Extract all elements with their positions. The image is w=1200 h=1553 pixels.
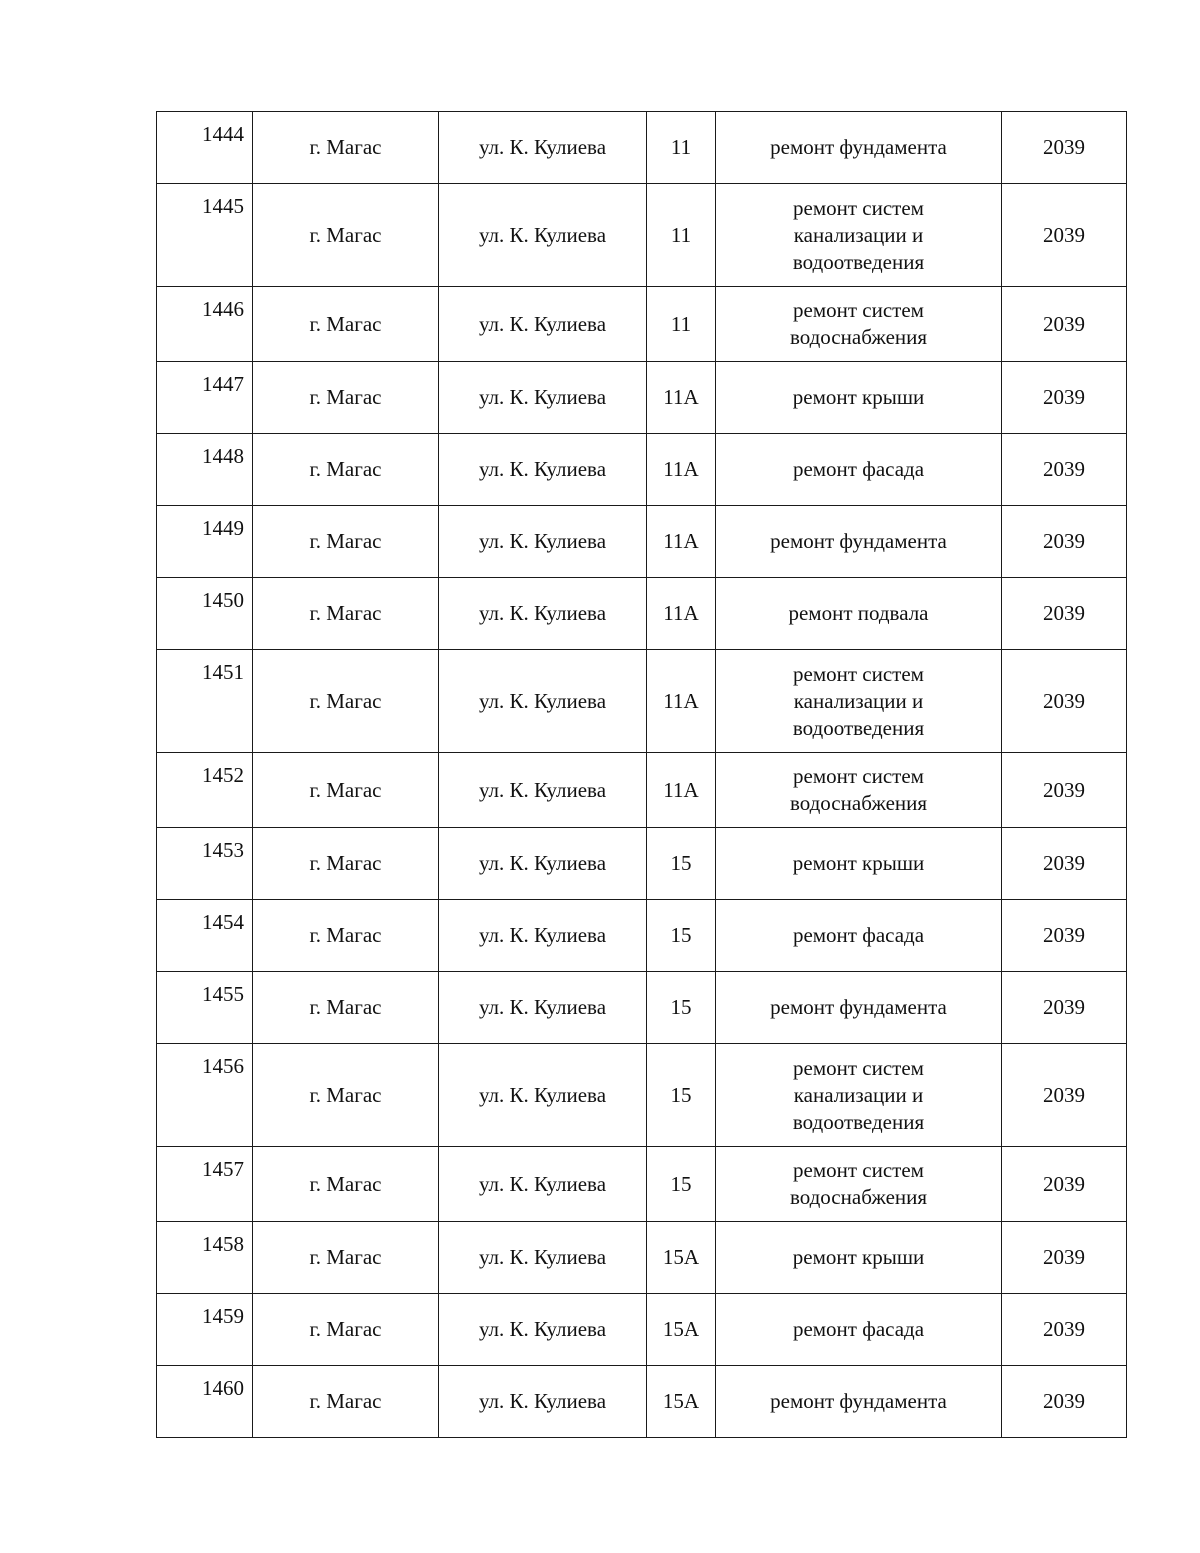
city-cell: г. Магас xyxy=(253,1366,439,1438)
work-type-line: ремонт систем xyxy=(793,298,924,322)
city-cell: г. Магас xyxy=(253,1294,439,1366)
work-type-line: ремонт фундамента xyxy=(770,1389,947,1413)
row-number-cell: 1453 xyxy=(157,828,253,900)
work-type-cell xyxy=(716,362,1002,434)
year-cell: 2039 xyxy=(1002,1366,1127,1438)
work-type-line: ремонт фундамента xyxy=(770,995,947,1019)
row-number-cell: 1454 xyxy=(157,900,253,972)
table-row xyxy=(157,828,1127,900)
year-cell: 2039 xyxy=(1002,1147,1127,1222)
street-cell: ул. К. Кулиева xyxy=(439,1147,647,1222)
work-type-cell xyxy=(716,578,1002,650)
house-number-cell: 11 xyxy=(647,112,716,184)
work-type-cell xyxy=(716,650,1002,753)
row-number-cell: 1455 xyxy=(157,972,253,1044)
year-cell: 2039 xyxy=(1002,900,1127,972)
work-type-line: канализации и xyxy=(793,222,924,247)
repair-schedule-table xyxy=(156,111,1127,1438)
house-number-cell: 11А xyxy=(647,753,716,828)
row-number-cell: 1451 xyxy=(157,650,253,753)
year-cell: 2039 xyxy=(1002,184,1127,287)
work-type-line: водоотведения xyxy=(792,249,925,274)
street-cell: ул. К. Кулиева xyxy=(439,828,647,900)
year-cell: 2039 xyxy=(1002,362,1127,434)
house-number-cell: 15 xyxy=(647,1147,716,1222)
table-row xyxy=(157,1222,1127,1294)
year-cell: 2039 xyxy=(1002,753,1127,828)
table-row xyxy=(157,1044,1127,1147)
city-cell: г. Магас xyxy=(253,828,439,900)
table-row xyxy=(157,578,1127,650)
table-row xyxy=(157,753,1127,828)
street-cell: ул. К. Кулиева xyxy=(439,1044,647,1147)
year-cell: 2039 xyxy=(1002,972,1127,1044)
work-type-line: ремонт систем xyxy=(793,1055,924,1080)
city-cell: г. Магас xyxy=(253,112,439,184)
house-number-cell: 15 xyxy=(647,828,716,900)
work-type-line: водоотведения xyxy=(792,1109,925,1134)
city-cell: г. Магас xyxy=(253,506,439,578)
work-type-line: водоснабжения xyxy=(789,791,928,815)
street-cell: ул. К. Кулиева xyxy=(439,972,647,1044)
year-cell: 2039 xyxy=(1002,1044,1127,1147)
table-row xyxy=(157,362,1127,434)
row-number-cell: 1449 xyxy=(157,506,253,578)
city-cell: г. Магас xyxy=(253,184,439,287)
work-type-line: канализации и xyxy=(793,1082,924,1107)
year-cell: 2039 xyxy=(1002,578,1127,650)
house-number-cell: 15 xyxy=(647,1044,716,1147)
street-cell: ул. К. Кулиева xyxy=(439,362,647,434)
table-row xyxy=(157,184,1127,287)
work-type-cell xyxy=(716,1147,1002,1222)
work-type-cell xyxy=(716,287,1002,362)
house-number-cell: 11А xyxy=(647,506,716,578)
year-cell: 2039 xyxy=(1002,112,1127,184)
work-type-cell xyxy=(716,184,1002,287)
house-number-cell: 15А xyxy=(647,1366,716,1438)
row-number-cell: 1457 xyxy=(157,1147,253,1222)
work-type-line: ремонт фасада xyxy=(792,1317,925,1341)
table-row xyxy=(157,1366,1127,1438)
work-type-line: ремонт подвала xyxy=(788,601,929,625)
street-cell: ул. К. Кулиева xyxy=(439,434,647,506)
work-type-line: ремонт фундамента xyxy=(770,529,947,553)
work-type-line: ремонт фасада xyxy=(792,923,925,947)
work-type-line: ремонт систем xyxy=(793,1158,924,1182)
work-type-line: ремонт фундамента xyxy=(770,135,947,159)
year-cell: 2039 xyxy=(1002,1294,1127,1366)
row-number-cell: 1446 xyxy=(157,287,253,362)
work-type-line: ремонт систем xyxy=(793,764,924,788)
street-cell: ул. К. Кулиева xyxy=(439,753,647,828)
work-type-line: ремонт фасада xyxy=(792,457,925,481)
work-type-line: ремонт систем xyxy=(793,661,924,686)
city-cell: г. Магас xyxy=(253,972,439,1044)
city-cell: г. Магас xyxy=(253,650,439,753)
street-cell: ул. К. Кулиева xyxy=(439,650,647,753)
street-cell: ул. К. Кулиева xyxy=(439,1222,647,1294)
row-number-cell: 1460 xyxy=(157,1366,253,1438)
work-type-line: канализации и xyxy=(793,688,924,713)
street-cell: ул. К. Кулиева xyxy=(439,900,647,972)
city-cell: г. Магас xyxy=(253,287,439,362)
street-cell: ул. К. Кулиева xyxy=(439,578,647,650)
work-type-cell xyxy=(716,972,1002,1044)
work-type-line: водоотведения xyxy=(792,715,925,740)
table-body xyxy=(157,112,1127,1438)
city-cell: г. Магас xyxy=(253,1222,439,1294)
table-row xyxy=(157,972,1127,1044)
city-cell: г. Магас xyxy=(253,434,439,506)
house-number-cell: 11А xyxy=(647,362,716,434)
city-cell: г. Магас xyxy=(253,900,439,972)
year-cell: 2039 xyxy=(1002,1222,1127,1294)
work-type-cell xyxy=(716,900,1002,972)
table-row xyxy=(157,506,1127,578)
work-type-line: ремонт крыши xyxy=(792,385,925,409)
table-row xyxy=(157,434,1127,506)
table-row xyxy=(157,287,1127,362)
table-row xyxy=(157,650,1127,753)
row-number-cell: 1459 xyxy=(157,1294,253,1366)
row-number-cell: 1447 xyxy=(157,362,253,434)
work-type-cell xyxy=(716,506,1002,578)
house-number-cell: 15 xyxy=(647,972,716,1044)
street-cell: ул. К. Кулиева xyxy=(439,287,647,362)
year-cell: 2039 xyxy=(1002,506,1127,578)
street-cell: ул. К. Кулиева xyxy=(439,1366,647,1438)
work-type-cell xyxy=(716,753,1002,828)
work-type-cell xyxy=(716,112,1002,184)
work-type-cell xyxy=(716,1044,1002,1147)
city-cell: г. Магас xyxy=(253,1044,439,1147)
house-number-cell: 15А xyxy=(647,1294,716,1366)
street-cell: ул. К. Кулиева xyxy=(439,506,647,578)
work-type-line: водоснабжения xyxy=(789,325,928,349)
work-type-cell xyxy=(716,1222,1002,1294)
row-number-cell: 1444 xyxy=(157,112,253,184)
year-cell: 2039 xyxy=(1002,287,1127,362)
work-type-cell xyxy=(716,828,1002,900)
house-number-cell: 15 xyxy=(647,900,716,972)
work-type-cell xyxy=(716,434,1002,506)
table-row xyxy=(157,1147,1127,1222)
table-row xyxy=(157,900,1127,972)
house-number-cell: 11 xyxy=(647,184,716,287)
table-row xyxy=(157,112,1127,184)
street-cell: ул. К. Кулиева xyxy=(439,1294,647,1366)
house-number-cell: 11А xyxy=(647,650,716,753)
table-row xyxy=(157,1294,1127,1366)
row-number-cell: 1450 xyxy=(157,578,253,650)
house-number-cell: 11А xyxy=(647,434,716,506)
row-number-cell: 1445 xyxy=(157,184,253,287)
row-number-cell: 1452 xyxy=(157,753,253,828)
house-number-cell: 11А xyxy=(647,578,716,650)
street-cell: ул. К. Кулиева xyxy=(439,112,647,184)
work-type-cell xyxy=(716,1294,1002,1366)
street-cell: ул. К. Кулиева xyxy=(439,184,647,287)
work-type-line: ремонт крыши xyxy=(792,851,925,875)
row-number-cell: 1456 xyxy=(157,1044,253,1147)
house-number-cell: 11 xyxy=(647,287,716,362)
work-type-line: водоснабжения xyxy=(789,1185,928,1209)
row-number-cell: 1458 xyxy=(157,1222,253,1294)
city-cell: г. Магас xyxy=(253,362,439,434)
work-type-line: ремонт крыши xyxy=(792,1245,925,1269)
year-cell: 2039 xyxy=(1002,434,1127,506)
row-number-cell: 1448 xyxy=(157,434,253,506)
house-number-cell: 15А xyxy=(647,1222,716,1294)
year-cell: 2039 xyxy=(1002,650,1127,753)
city-cell: г. Магас xyxy=(253,1147,439,1222)
work-type-cell xyxy=(716,1366,1002,1438)
city-cell: г. Магас xyxy=(253,753,439,828)
city-cell: г. Магас xyxy=(253,578,439,650)
work-type-line: ремонт систем xyxy=(793,195,924,220)
year-cell: 2039 xyxy=(1002,828,1127,900)
